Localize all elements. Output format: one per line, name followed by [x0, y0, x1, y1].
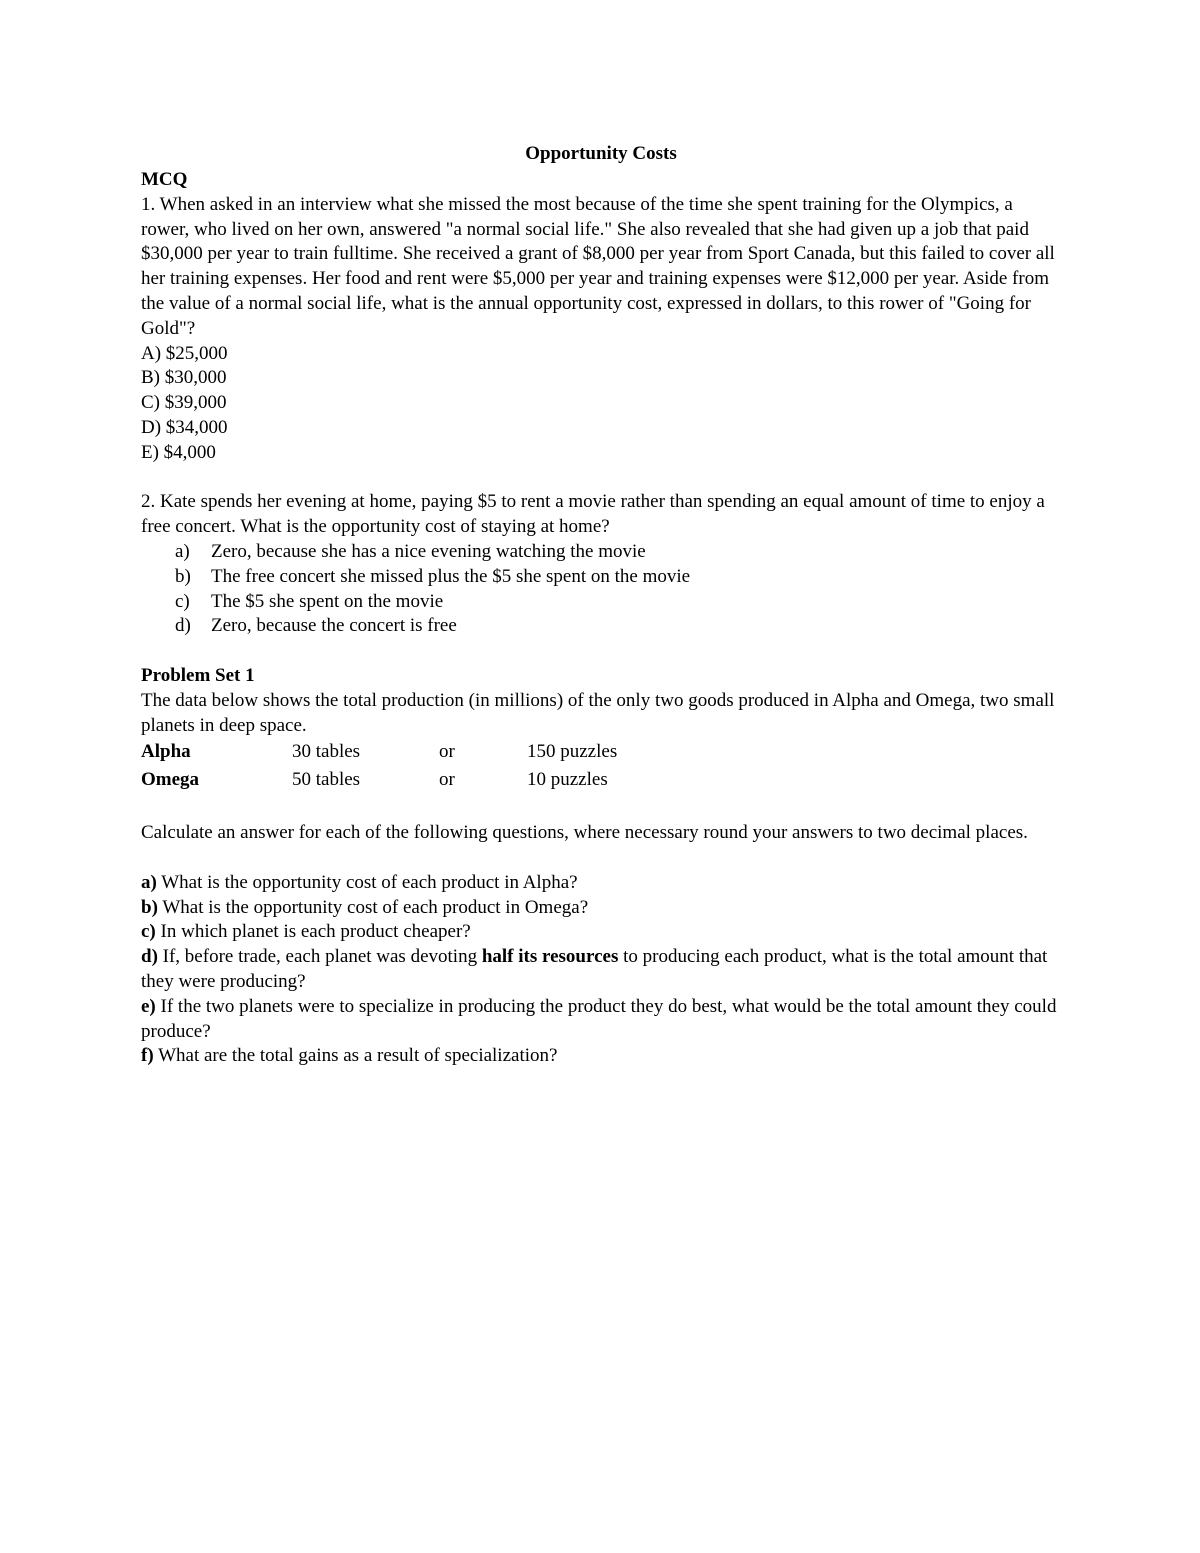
question-label: e)	[141, 995, 156, 1017]
question-e	[141, 995, 1061, 1045]
question-1-option-d: D) $34,000	[141, 416, 228, 438]
or-connector: or	[439, 741, 455, 763]
option-marker: b)	[175, 565, 191, 587]
tables-quantity: 50 tables	[292, 769, 361, 791]
question-a	[141, 871, 1061, 896]
question-text: If the two planets were to specialize in producing the product they do best, what would be the total amount they could produce?	[141, 995, 1057, 1042]
question-2-option	[175, 540, 1061, 565]
production-table	[141, 740, 727, 796]
emphasis-text: half its resources	[481, 946, 619, 968]
tables-quantity: 30 tables	[292, 741, 361, 763]
option-text: Zero, because she has a nice evening watching the movie	[211, 540, 646, 562]
question-text: What is the opportunity cost of each product in Alpha?	[161, 871, 578, 893]
mcq-heading: MCQ	[141, 169, 188, 190]
question-text: If, before trade, each planet was devoting	[162, 946, 478, 968]
question-f	[141, 1044, 1061, 1069]
instructions-text: Calculate an answer for each of the following questions, where necessary round your answers to two decimal places.	[141, 822, 1028, 844]
table-row	[141, 740, 727, 768]
question-label: d)	[141, 946, 158, 968]
spacer	[141, 466, 1061, 491]
page-title: Opportunity Costs	[525, 143, 677, 164]
option-text: Zero, because the concert is free	[211, 615, 457, 637]
option-text: The free concert she missed plus the $5 she spent on the movie	[211, 565, 691, 587]
question-label: b)	[141, 896, 158, 918]
question-text: What are the total gains as a result of specialization?	[158, 1045, 558, 1067]
planet-name: Alpha	[141, 741, 191, 763]
question-1-text: 1. When asked in an interview what she missed the most because of the time she spent training for the Olympics, a rower, who lived on her own, answered "a normal social life." She also revealed that she had given up a job that paid $30,000 per year to train fulltime. She received a grant of $8,000 per year from Sport Canada, but this failed to cover all her training expenses. Her food and rent were $5,000 per year and training expenses were $12,000 per year. Aside from the value of a normal social life, what is the annual opportunity cost, expressed in dollars, to this rower of "Going for Gold"?	[141, 193, 1055, 339]
question-1-option-b: B) $30,000	[141, 367, 227, 389]
table-row	[141, 768, 727, 796]
question-2-options	[141, 540, 1061, 639]
question-label: a)	[141, 871, 157, 893]
question-1-option-e: E) $4,000	[141, 441, 216, 463]
question-d	[141, 945, 1061, 995]
option-text: The $5 she spent on the movie	[211, 590, 444, 612]
problem-set-heading: Problem Set 1	[141, 664, 255, 686]
spacer	[141, 846, 1061, 871]
option-marker: c)	[175, 590, 190, 612]
question-text: What is the opportunity cost of each product in Omega?	[162, 896, 589, 918]
puzzles-quantity: 10 puzzles	[527, 769, 608, 791]
question-text: In which planet is each product cheaper?	[160, 921, 471, 943]
puzzles-quantity: 150 puzzles	[527, 741, 618, 763]
option-marker: a)	[175, 540, 190, 562]
spacer	[141, 796, 1061, 821]
question-text: to producing each product, what is the total amount that they were producing?	[141, 946, 1048, 992]
spacer	[141, 639, 1061, 664]
document-page	[141, 142, 1061, 1069]
question-b	[141, 896, 1061, 921]
question-1-option-a: A) $25,000	[141, 342, 228, 364]
question-2-option	[175, 590, 1061, 615]
question-label: c)	[141, 921, 156, 943]
option-marker: d)	[175, 615, 191, 637]
question-1-option-c: C) $39,000	[141, 392, 227, 414]
planet-name: Omega	[141, 769, 200, 791]
or-connector: or	[439, 769, 455, 791]
problem-set-intro: The data below shows the total production (in millions) of the only two goods produced in Alpha and Omega, two small planets in deep space.	[141, 689, 1055, 736]
question-2-text: 2. Kate spends her evening at home, paying $5 to rent a movie rather than spending an equal amount of time to enjoy a free concert. What is the opportunity cost of staying at home?	[141, 491, 1045, 538]
question-label: f)	[141, 1045, 154, 1067]
question-c	[141, 920, 1061, 945]
question-2-option	[175, 565, 1061, 590]
question-2-option	[175, 614, 1061, 639]
